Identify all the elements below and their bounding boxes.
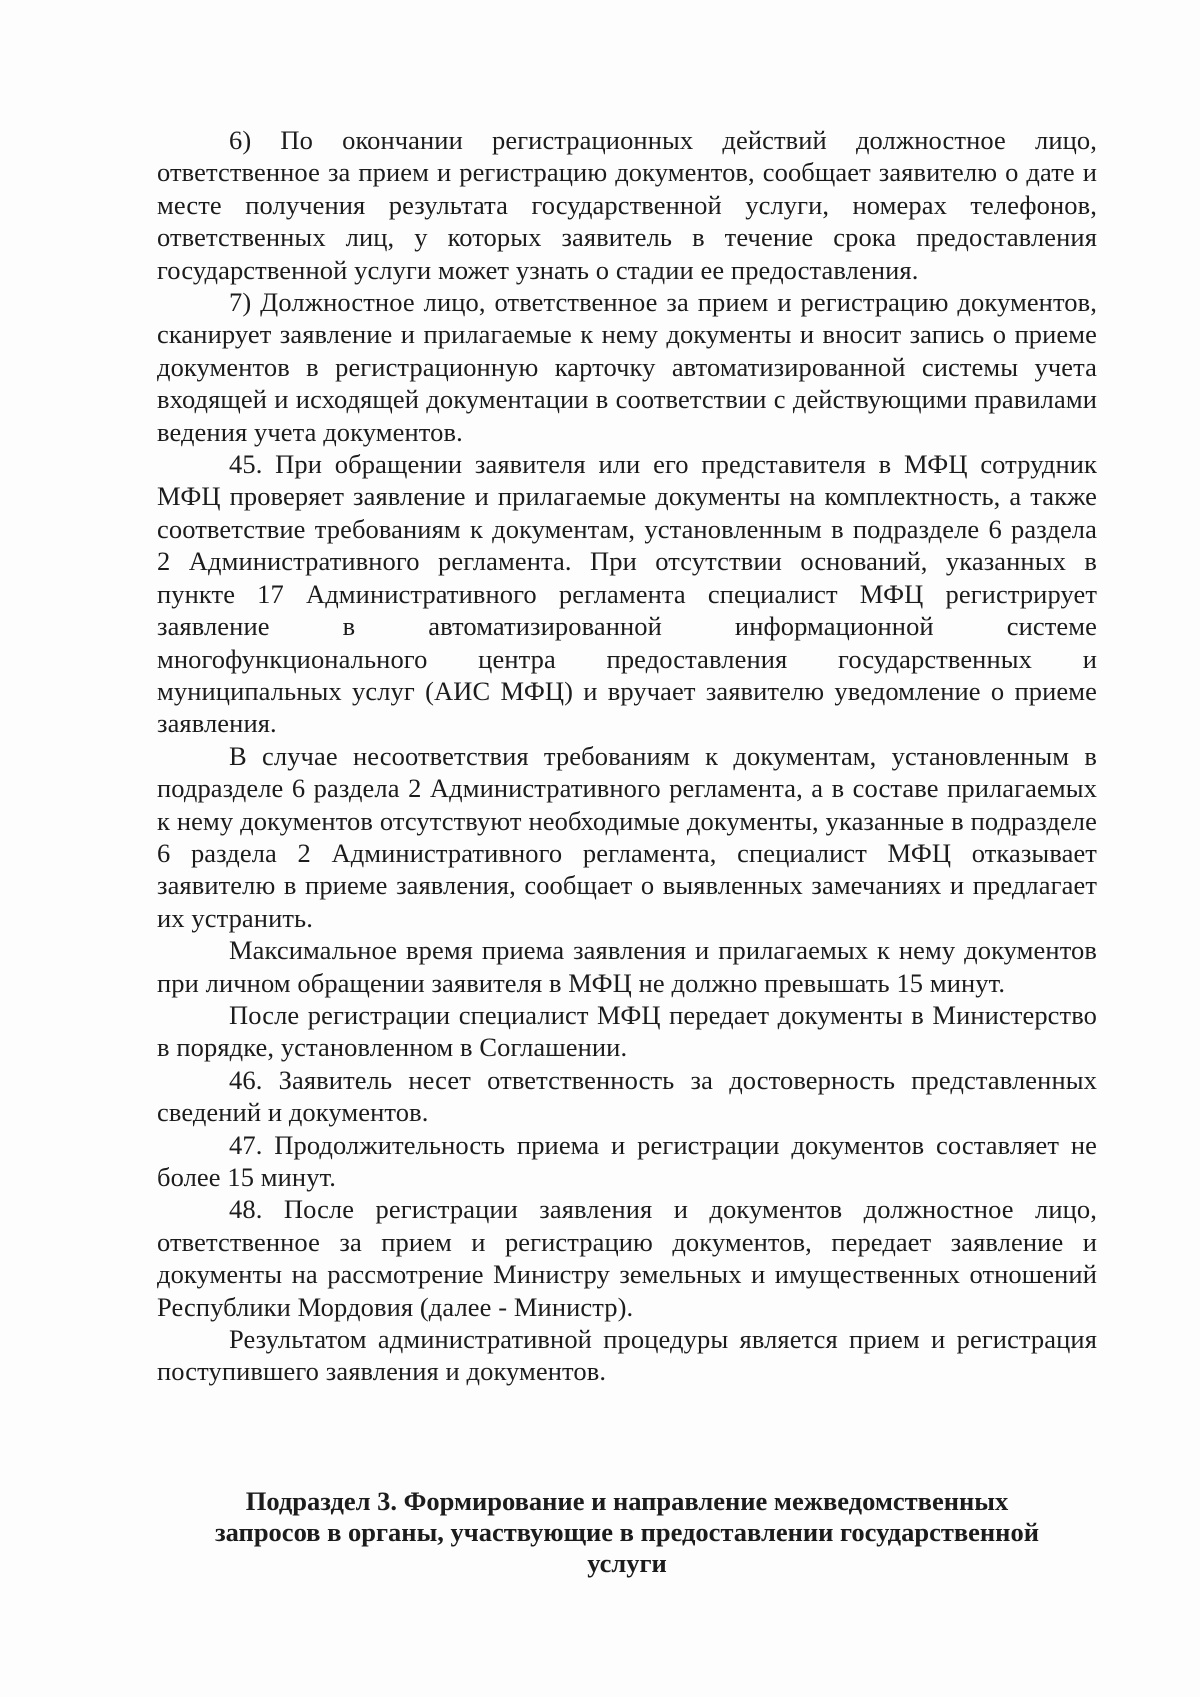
body-text	[157, 124, 1097, 1388]
heading-line-3: услуги	[587, 1548, 667, 1578]
paragraph-max-time: Максимальное время приема заявления и прилагаемых к нему документов при личном обращении заявителя в МФЦ не должно превышать 15 минут.	[157, 935, 1097, 998]
paragraph-48: 48. После регистрации заявления и документов должностное лицо, ответственное за прием и регистрацию документов, передает заявление и документы на рассмотрение Министру земельных и имущественных отношений Республики Мордовия (далее - Министр).	[157, 1194, 1097, 1322]
paragraph-nonconformity: В случае несоответствия требованиям к документам, установленным в подразделе 6 раздела 2 Административного регламента, а в составе прилагаемых к нему документов отсутствуют необходимые документы, указанные в подразделе 6 раздела 2 Административного регламента, специалист МФЦ отказывает заявителю в приеме заявления, сообщает о выявленных замечаниях и предлагает их устранить.	[157, 740, 1097, 933]
subsection-heading	[157, 1486, 1097, 1579]
paragraph-46: 46. Заявитель несет ответственность за достоверность представленных сведений и документов.	[157, 1064, 1097, 1128]
paragraph-after-registration: После регистрации специалист МФЦ передает документы в Министерство в порядке, установленном в Соглашении.	[157, 999, 1097, 1063]
paragraph-item-6: 6) По окончании регистрационных действий должностное лицо, ответственное за прием и регистрацию документов, сообщает заявителю о дате и месте получения результата государственной услуги, номерах телефонов, ответственных лиц, у которых заявитель в течение срока предоставления государственной услуги может узнать о стадии ее предоставления.	[157, 125, 1097, 285]
paragraph-result: Результатом административной процедуры является прием и регистрация поступившего заявления и документов.	[157, 1324, 1097, 1387]
paragraph-47: 47. Продолжительность приема и регистрации документов составляет не более 15 минут.	[157, 1129, 1097, 1192]
heading-line-1: Подраздел 3. Формирование и направление межведомственных	[245, 1486, 1009, 1516]
heading-line-2: запросов в органы, участвующие в предоставлении государственной	[215, 1517, 1039, 1547]
paragraph-item-7: 7) Должностное лицо, ответственное за прием и регистрацию документов, сканирует заявление и прилагаемые к нему документы и вносит запись о приеме документов в регистрационную карточку автоматизированной системы учета входящей и исходящей документации в соответствии с действующими правилами ведения учета документов.	[157, 287, 1097, 447]
paragraph-45: 45. При обращении заявителя или его представителя в МФЦ сотрудник МФЦ проверяет заявление и прилагаемые документы на комплектность, а также соответствие требованиям к документам, установленным в подразделе 6 раздела 2 Административного регламента. При отсутствии оснований, указанных в пункте 17 Административного регламента специалист МФЦ регистрирует заявление в автоматизированной информационной системе многофункционального центра предоставления государственных и муниципальных услуг (АИС МФЦ) и вручает заявителю уведомление о приеме заявления.	[157, 449, 1097, 739]
